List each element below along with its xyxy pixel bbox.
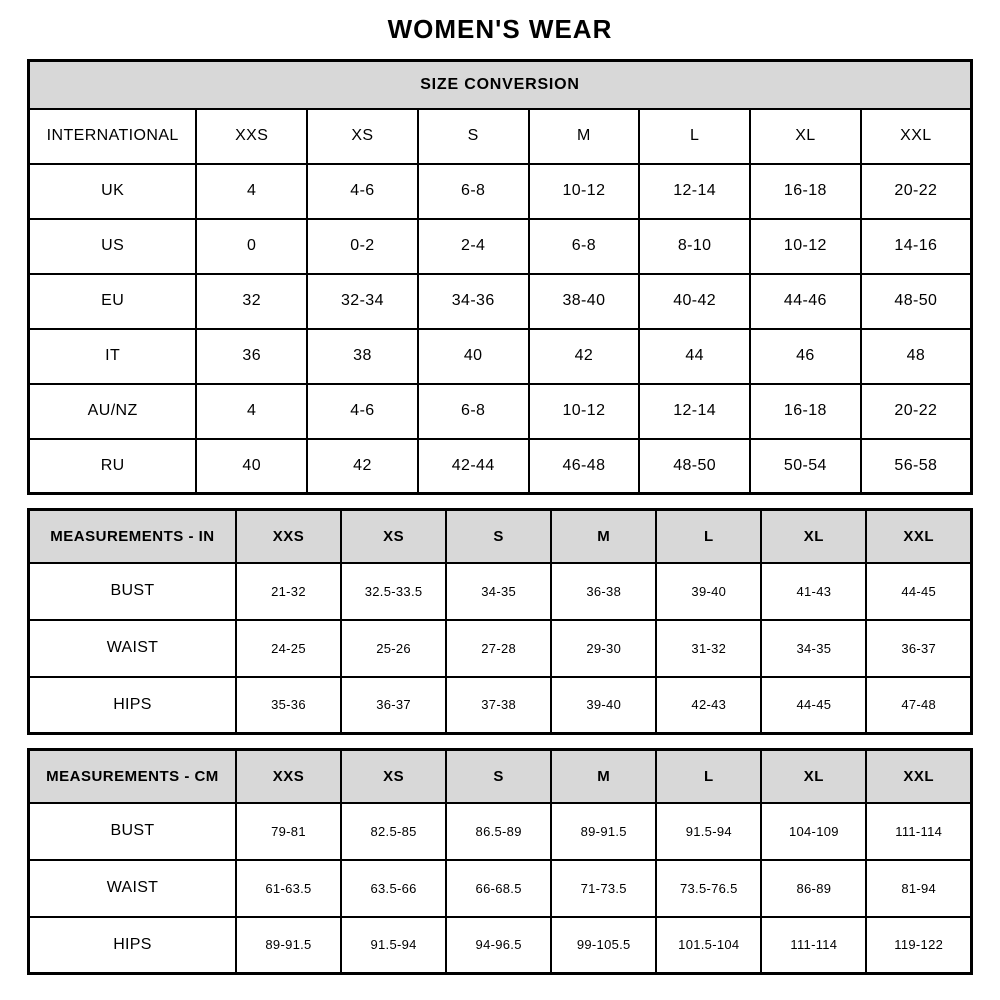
row-label: WAIST <box>29 860 236 917</box>
data-cell: 63.5-66 <box>341 860 446 917</box>
data-cell: 24-25 <box>236 620 341 677</box>
data-cell: 99-105.5 <box>551 917 656 974</box>
data-cell: 44-45 <box>761 677 866 734</box>
table-row <box>29 329 972 384</box>
size-header-cell: L <box>639 109 750 164</box>
data-cell: 34-36 <box>418 274 529 329</box>
size-header-cell: XXS <box>236 750 341 803</box>
data-cell: 10-12 <box>529 164 640 219</box>
row-label: BUST <box>29 803 236 860</box>
data-cell: 8-10 <box>639 219 750 274</box>
data-cell: 32-34 <box>307 274 418 329</box>
data-cell: 38 <box>307 329 418 384</box>
data-cell: 0-2 <box>307 219 418 274</box>
data-cell: 50-54 <box>750 439 861 494</box>
data-cell: 42-43 <box>656 677 761 734</box>
row-label: UK <box>29 164 197 219</box>
size-header-cell: XXL <box>861 109 972 164</box>
data-cell: 4-6 <box>307 384 418 439</box>
size-header-cell: XXL <box>866 510 971 563</box>
size-conversion-table <box>27 59 973 495</box>
data-cell: 36-38 <box>551 563 656 620</box>
size-header-cell: XXS <box>196 109 307 164</box>
data-cell: 16-18 <box>750 164 861 219</box>
table-row <box>29 917 972 974</box>
data-cell: 34-35 <box>761 620 866 677</box>
row-label: RU <box>29 439 197 494</box>
data-cell: 12-14 <box>639 164 750 219</box>
table-row <box>29 563 972 620</box>
data-cell: 119-122 <box>866 917 971 974</box>
table-row <box>29 164 972 219</box>
size-header-cell: M <box>529 109 640 164</box>
data-cell: 91.5-94 <box>656 803 761 860</box>
row-label: WAIST <box>29 620 236 677</box>
data-cell: 46-48 <box>529 439 640 494</box>
data-cell: 4 <box>196 384 307 439</box>
data-cell: 39-40 <box>656 563 761 620</box>
data-cell: 38-40 <box>529 274 640 329</box>
data-cell: 46 <box>750 329 861 384</box>
size-conversion-title: SIZE CONVERSION <box>29 61 972 109</box>
row-label: HIPS <box>29 677 236 734</box>
data-cell: 39-40 <box>551 677 656 734</box>
data-cell: 21-32 <box>236 563 341 620</box>
data-cell: 34-35 <box>446 563 551 620</box>
size-header-cell: XL <box>761 750 866 803</box>
table-row <box>29 860 972 917</box>
size-header-cell: M <box>551 510 656 563</box>
data-cell: 20-22 <box>861 384 972 439</box>
data-cell: 32 <box>196 274 307 329</box>
row-label: BUST <box>29 563 236 620</box>
data-cell: 36 <box>196 329 307 384</box>
data-cell: 48-50 <box>861 274 972 329</box>
size-header-cell: XL <box>761 510 866 563</box>
data-cell: 0 <box>196 219 307 274</box>
size-header-cell: XS <box>307 109 418 164</box>
data-cell: 111-114 <box>866 803 971 860</box>
data-cell: 37-38 <box>446 677 551 734</box>
table-row <box>29 439 972 494</box>
measurements-in-table <box>27 508 973 735</box>
data-cell: 12-14 <box>639 384 750 439</box>
row-label: US <box>29 219 197 274</box>
data-cell: 44 <box>639 329 750 384</box>
data-cell: 91.5-94 <box>341 917 446 974</box>
data-cell: 32.5-33.5 <box>341 563 446 620</box>
size-header-cell: L <box>656 510 761 563</box>
size-header-cell: XL <box>750 109 861 164</box>
size-header-cell: XS <box>341 750 446 803</box>
row-label: EU <box>29 274 197 329</box>
page-title: WOMEN'S WEAR <box>387 14 613 44</box>
row-label: IT <box>29 329 197 384</box>
data-cell: 36-37 <box>866 620 971 677</box>
row-label-header: MEASUREMENTS - CM <box>29 750 236 803</box>
data-cell: 89-91.5 <box>236 917 341 974</box>
data-cell: 48-50 <box>639 439 750 494</box>
row-label: AU/NZ <box>29 384 197 439</box>
data-cell: 71-73.5 <box>551 860 656 917</box>
data-cell: 81-94 <box>866 860 971 917</box>
data-cell: 14-16 <box>861 219 972 274</box>
data-cell: 41-43 <box>761 563 866 620</box>
data-cell: 25-26 <box>341 620 446 677</box>
data-cell: 42-44 <box>418 439 529 494</box>
data-cell: 56-58 <box>861 439 972 494</box>
size-conversion-header-row <box>29 109 972 164</box>
data-cell: 73.5-76.5 <box>656 860 761 917</box>
size-conversion-title-row <box>29 61 972 109</box>
data-cell: 27-28 <box>446 620 551 677</box>
data-cell: 66-68.5 <box>446 860 551 917</box>
data-cell: 104-109 <box>761 803 866 860</box>
table-row <box>29 274 972 329</box>
table-row <box>29 384 972 439</box>
size-header-cell: S <box>446 750 551 803</box>
size-header-cell: M <box>551 750 656 803</box>
data-cell: 10-12 <box>529 384 640 439</box>
data-cell: 31-32 <box>656 620 761 677</box>
measurements-cm-header-row <box>29 750 972 803</box>
row-label: HIPS <box>29 917 236 974</box>
data-cell: 42 <box>307 439 418 494</box>
data-cell: 48 <box>861 329 972 384</box>
data-cell: 89-91.5 <box>551 803 656 860</box>
data-cell: 42 <box>529 329 640 384</box>
data-cell: 40 <box>196 439 307 494</box>
data-cell: 6-8 <box>529 219 640 274</box>
data-cell: 40 <box>418 329 529 384</box>
data-cell: 10-12 <box>750 219 861 274</box>
data-cell: 47-48 <box>866 677 971 734</box>
data-cell: 44-46 <box>750 274 861 329</box>
data-cell: 86-89 <box>761 860 866 917</box>
data-cell: 35-36 <box>236 677 341 734</box>
data-cell: 40-42 <box>639 274 750 329</box>
data-cell: 4-6 <box>307 164 418 219</box>
data-cell: 101.5-104 <box>656 917 761 974</box>
data-cell: 6-8 <box>418 164 529 219</box>
size-header-cell: L <box>656 750 761 803</box>
measurements-in-header-row <box>29 510 972 563</box>
row-label-header: INTERNATIONAL <box>29 109 197 164</box>
size-header-cell: XXL <box>866 750 971 803</box>
table-row <box>29 803 972 860</box>
size-header-cell: XS <box>341 510 446 563</box>
size-header-cell: S <box>418 109 529 164</box>
data-cell: 6-8 <box>418 384 529 439</box>
size-header-cell: XXS <box>236 510 341 563</box>
data-cell: 82.5-85 <box>341 803 446 860</box>
measurements-cm-table <box>27 748 973 975</box>
data-cell: 4 <box>196 164 307 219</box>
data-cell: 86.5-89 <box>446 803 551 860</box>
data-cell: 16-18 <box>750 384 861 439</box>
size-header-cell: S <box>446 510 551 563</box>
table-row <box>29 677 972 734</box>
table-row <box>29 219 972 274</box>
data-cell: 61-63.5 <box>236 860 341 917</box>
row-label-header: MEASUREMENTS - IN <box>29 510 236 563</box>
data-cell: 79-81 <box>236 803 341 860</box>
data-cell: 2-4 <box>418 219 529 274</box>
table-row <box>29 620 972 677</box>
data-cell: 20-22 <box>861 164 972 219</box>
data-cell: 94-96.5 <box>446 917 551 974</box>
data-cell: 36-37 <box>341 677 446 734</box>
data-cell: 44-45 <box>866 563 971 620</box>
data-cell: 29-30 <box>551 620 656 677</box>
data-cell: 111-114 <box>761 917 866 974</box>
